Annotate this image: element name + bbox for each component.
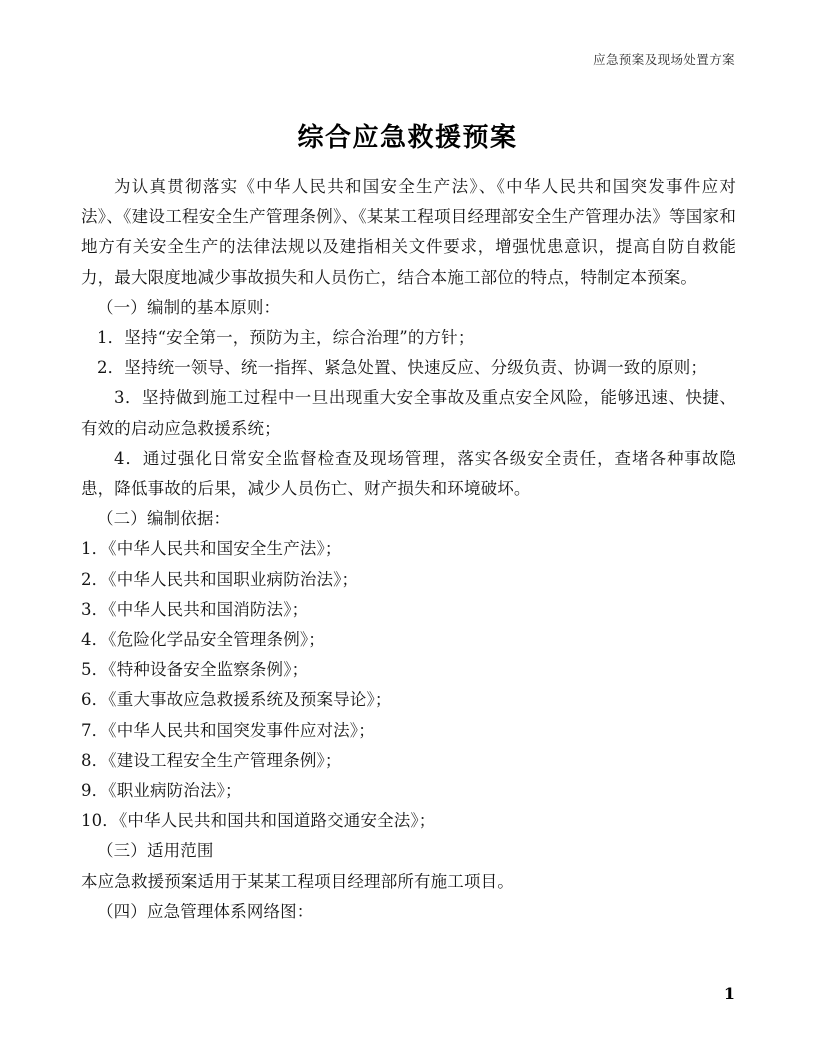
basis-item-9: 9．《职业病防治法》； [81, 781, 242, 801]
principle-item-1: 1．坚持“安全第一，预防为主，综合治理”的方针； [97, 328, 475, 348]
basis-item-7: 7．《中华人民共和国突发事件应对法》； [81, 720, 375, 740]
basis-item-4: 4．《危险化学品安全管理条例》； [81, 630, 325, 650]
section-heading-three: （三）适用范围 [97, 841, 214, 861]
basis-item-3: 3．《中华人民共和国消防法》； [81, 599, 309, 619]
basis-item-5: 5．《特种设备安全监察条例》； [81, 660, 309, 680]
page-title: 综合应急救援预案 [297, 123, 518, 154]
basis-item-10: 10．《中华人民共和国共和国道路交通安全法》； [81, 811, 436, 831]
principle-item-3: 3．坚持做到施工过程中一旦出现重大安全事故及重点安全风险，能够迅速、快捷、有效的启动应急救援系统； [81, 388, 736, 438]
basis-item-1: 1．《中华人民共和国安全生产法》； [81, 539, 342, 559]
document-body [81, 172, 736, 927]
principle-item-4: 4．通过强化日常安全监督检查及现场管理，落实各级安全责任，查堵各种事故隐患，降低事故的后果，减少人员伤亡、财产损失和环境破坏。 [81, 448, 736, 499]
basis-item-2: 2．《中华人民共和国职业病防治法》； [81, 569, 359, 589]
basis-item-6: 6．《重大事故应急救援系统及预案导论》； [81, 690, 392, 710]
section-heading-two: （二）编制依据： [97, 509, 231, 529]
section-heading-one: （一）编制的基本原则： [97, 297, 281, 317]
section-three-paragraph: 本应急救援预案适用于某某工程项目经理部所有施工项目。 [81, 871, 514, 891]
principle-item-2: 2．坚持统一领导、统一指挥、紧急处置、快速反应、分级负责、协调一致的原则； [97, 358, 708, 378]
intro-paragraph: 为认真贯彻落实《中华人民共和国安全生产法》、《中华人民共和国突发事件应对法》、《建设工程安全生产管理条例》、《某某工程项目经理部安全生产管理办法》等国家和地方有关安全生产的法律法规以及建指相关文件要求，增强忧患意识，提高自防自救能力，最大限度地减少事故损失和人员伤亡，结合本施工部位的特点，特制定本预案。 [81, 177, 736, 287]
section-heading-four: （四）应急管理体系网络图： [97, 901, 314, 921]
page-number: 1 [723, 984, 735, 1003]
running-header: 应急预案及现场处置方案 [593, 52, 735, 67]
basis-item-8: 8．《建设工程安全生产管理条例》； [81, 750, 342, 770]
